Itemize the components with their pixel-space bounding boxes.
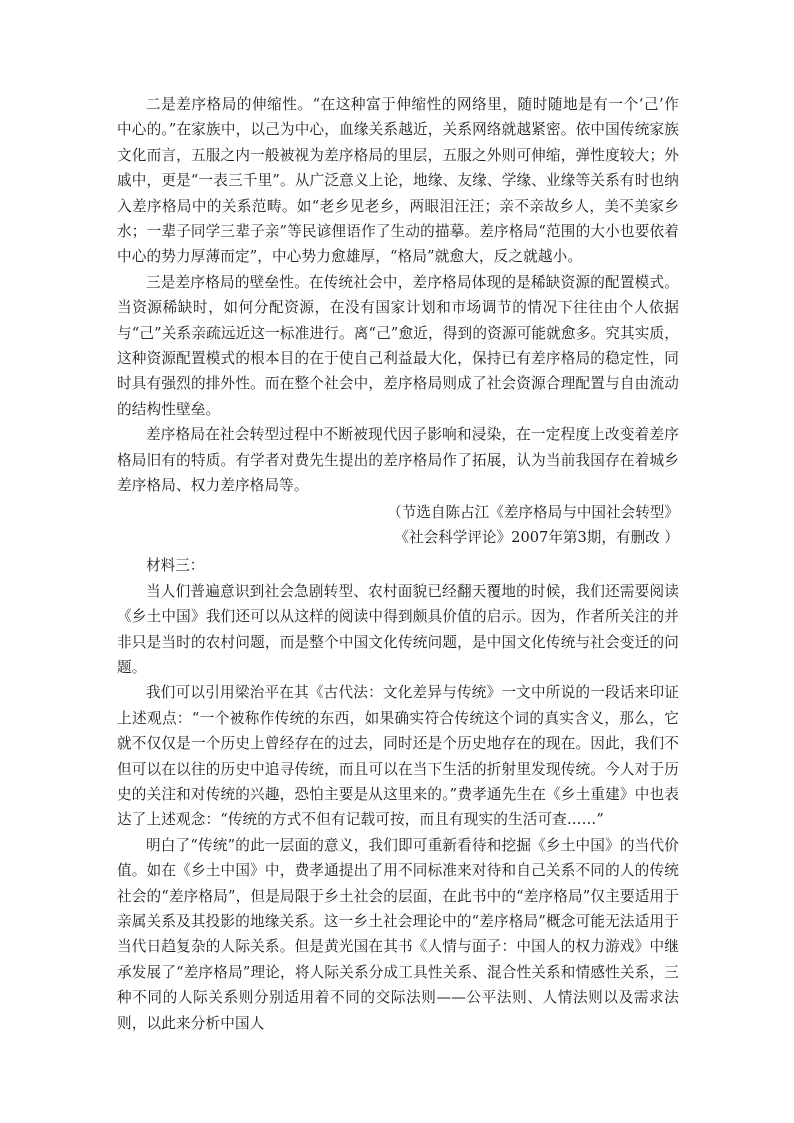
document-page	[117, 92, 679, 1036]
paragraph-reading-value: 当人们普遍意识到社会急剧转型、农村面貌已经翻天覆地的时候，我们还需要阅读《乡土中国》我们还可以从这样的阅读中得到颇具价值的启示。因为，作者所关注的并非只是当时的农村问题，而是整个中国文化传统问题，是中国文化传统与社会变迁的问题。	[117, 582, 679, 676]
paragraph-flexibility: 二是差序格局的伸缩性。“在这种富于伸缩性的网络里，随时随地是有一个‘己’作中心的。”在家族中，以己为中心，血缘关系越近，关系网络就越紧密。依中国传统家族文化而言，五服之内一般被视为差序格局的里层，五服之外则可伸缩，弹性度较大；外戚中，更是“一表三千里”。从广泛意义上论，地缘、友缘、学缘、业缘等关系有时也纳入差序格局中的关系范畴。如“老乡见老乡，两眼泪汪汪；亲不亲故乡人，美不美家乡水；一辈子同学三辈子亲”等民谚俚语作了生动的描摹。差序格局“范围的大小也要依着中心的势力厚薄而定”，中心势力愈雄厚，“格局”就愈大，反之就越小。	[117, 96, 679, 266]
paragraph-tradition-quote: 我们可以引用梁治平在其《古代法：文化差异与传统》一文中所说的一段话来印证上述观点：“一个被称作传统的东西，如果确实符合传统这个词的真实含义，那么，它就不仅仅是一个历史上曾经存在的过去，同时还是个历史地存在的现在。因此，我们不但可以在以往的历史中追寻传统，而且可以在当下生活的折射里发现传统。今人对于历史的关注和对传统的兴趣，恐怕主要是从这里来的。”费孝通先生在《乡土重建》中也表达了上述观念：“传统的方式不但有记载可按，而且有现实的生活可查……”	[117, 684, 679, 829]
material-three-label: 材料三：	[146, 557, 205, 575]
source-citation-line2: 《社会科学评论》2007年第3期，有删改 ）	[394, 528, 679, 546]
paragraph-contemporary-value: 明白了“传统”的此一层面的意义，我们即可重新看待和挖掘《乡土中国》的当代价值。如在《乡土中国》中，费孝通提出了用不同标准来对待和自己关系不同的人的传统社会的“差序格局”，但是局限于乡土社会的层面，在此书中的“差序格局”仅主要适用于亲属关系及其投影的地缘关系。这一乡土社会理论中的“差序格局”概念可能无法适用于当代日趋复杂的人际关系。但是黄光国在其书《人情与面子：中国人的权力游戏》中继承发展了“差序格局”理论，将人际关系分成工具性关系、混合性关系和情感性关系，三种不同的人际关系则分别适用着不同的交际法则——公平法则、人情法则以及需求法则，以此来分析中国人	[117, 836, 679, 1032]
paragraph-barrier: 三是差序格局的壁垒性。在传统社会中，差序格局体现的是稀缺资源的配置模式。当资源稀缺时，如何分配资源，在没有国家计划和市场调节的情况下往往由个人依据与“己”关系亲疏远近这一标准进行。离“己”愈近，得到的资源可能就愈多。究其实质，这种资源配置模式的根本目的在于使自己利益最大化，保持已有差序格局的稳定性，同时具有强烈的排外性。而在整个社会中，差序格局则成了社会资源合理配置与自由流动的结构性壁垒。	[117, 273, 679, 418]
source-citation-line1: （节选自陈占江《差序格局与中国社会转型》	[387, 503, 679, 521]
paragraph-transformation: 差序格局在社会转型过程中不断被现代因子影响和浸染，在一定程度上改变着差序格局旧有的特质。有学者对费先生提出的差序格局作了拓展，认为当前我国存在着城乡差序格局、权力差序格局等。	[117, 426, 679, 495]
